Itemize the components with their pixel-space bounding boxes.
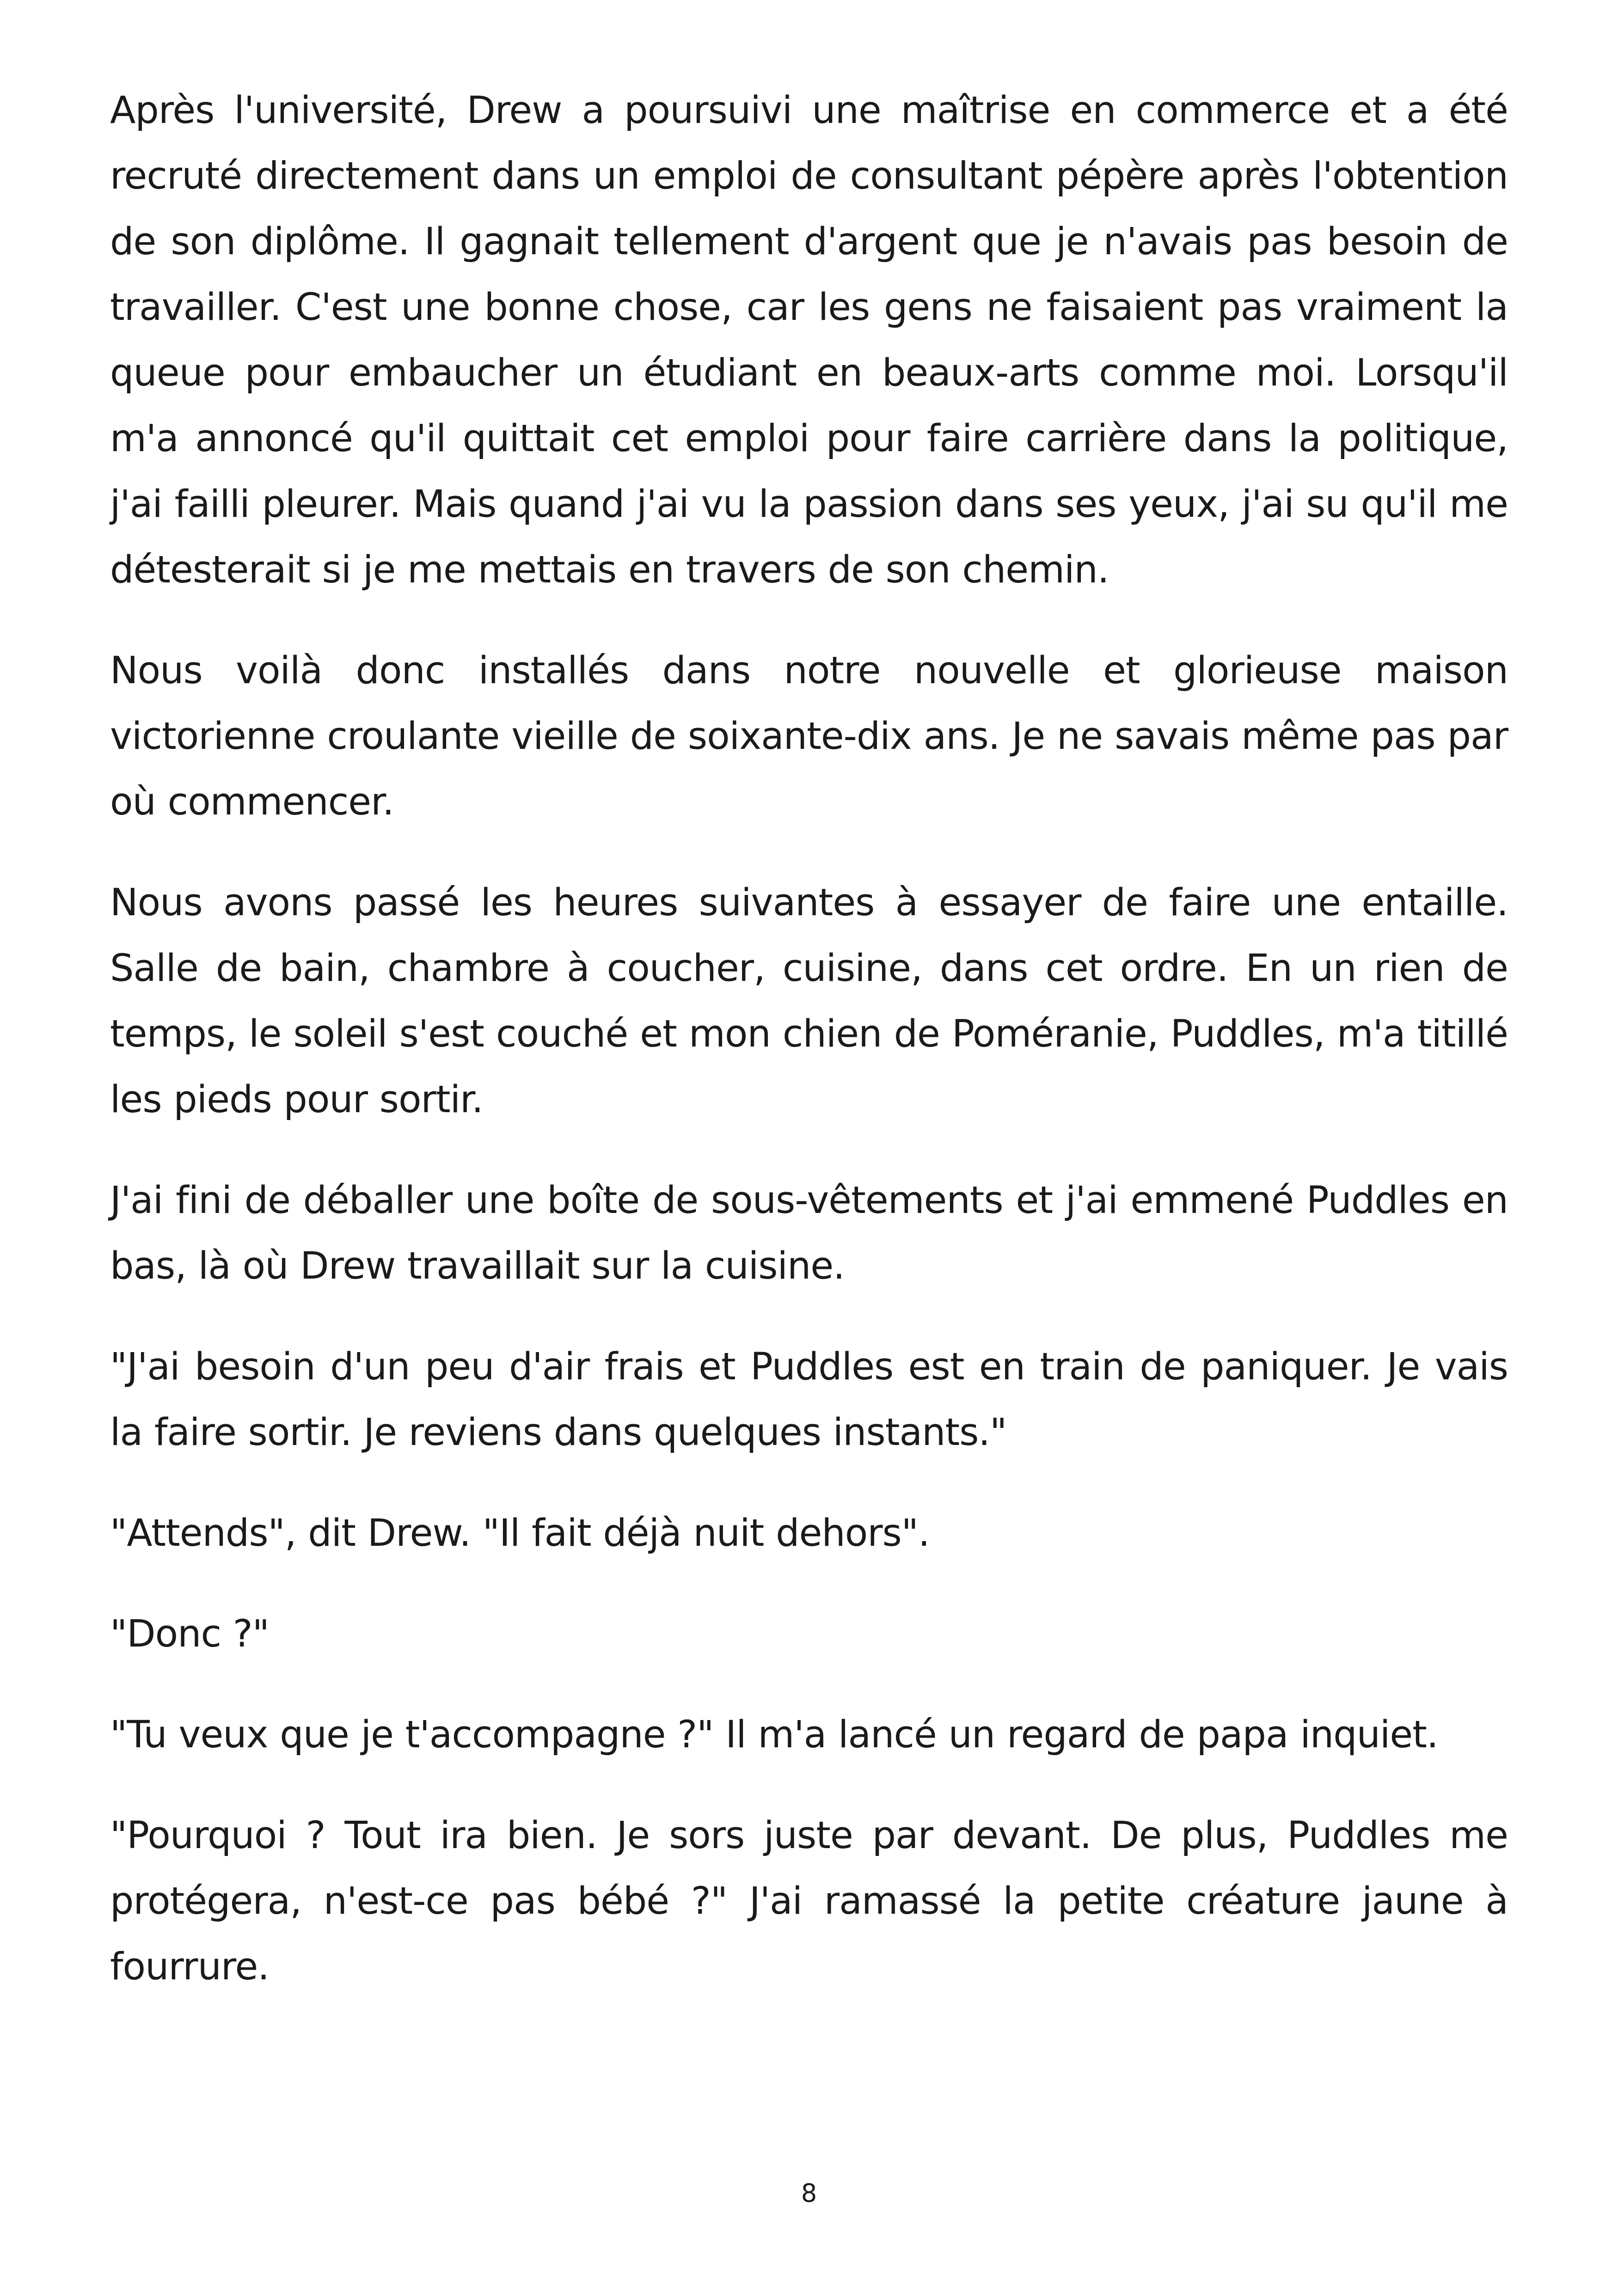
paragraph: "J'ai besoin d'un peu d'air frais et Puddles est en train de paniquer. Je vais la faire sortir. Je reviens dans quelques instants." [110, 1345, 1508, 1454]
page-number: 8 [801, 2179, 817, 2208]
body-text [110, 78, 1508, 2035]
paragraph: Nous avons passé les heures suivantes à essayer de faire une entaille. Salle de bain, chambre à coucher, cuisine, dans cet ordre. En un rien de temps, le soleil s'est couché et mon chien de Poméranie, Puddles, m'a titillé les pieds pour sortir. [110, 881, 1508, 1121]
paragraph: "Attends", dit Drew. "Il fait déjà nuit dehors". [110, 1512, 930, 1555]
paragraph: J'ai fini de déballer une boîte de sous-vêtements et j'ai emmené Puddles en bas, là où Drew travaillait sur la cuisine. [110, 1179, 1508, 1288]
paragraph: "Donc ?" [110, 1612, 270, 1656]
paragraph: Nous voilà donc installés dans notre nouvelle et glorieuse maison victorienne croulante vieille de soixante-dix ans. Je ne savais même pas par où commencer. [110, 649, 1508, 824]
paragraph: Après l'université, Drew a poursuivi une maîtrise en commerce et a été recruté directement dans un emploi de consultant pépère après l'obtention de son diplôme. Il gagnait tellement d'argent que je n'avais pas besoin de travailler. C'est une bonne chose, car les gens ne faisaient pas vraiment la queue pour embaucher un étudiant en beaux-arts comme moi. Lorsqu'il m'a annoncé qu'il quittait cet emploi pour faire carrière dans la politique, j'ai failli pleurer. Mais quand j'ai vu la passion dans ses yeux, j'ai su qu'il me détesterait si je me mettais en travers de son chemin. [110, 89, 1508, 592]
paragraph: "Tu veux que je t'accompagne ?" Il m'a lancé un regard de papa inquiet. [110, 1713, 1438, 1757]
paragraph: "Pourquoi ? Tout ira bien. Je sors juste par devant. De plus, Puddles me protégera, n'est-ce pas bébé ?" J'ai ramassé la petite créature jaune à fourrure. [110, 1814, 1508, 1989]
